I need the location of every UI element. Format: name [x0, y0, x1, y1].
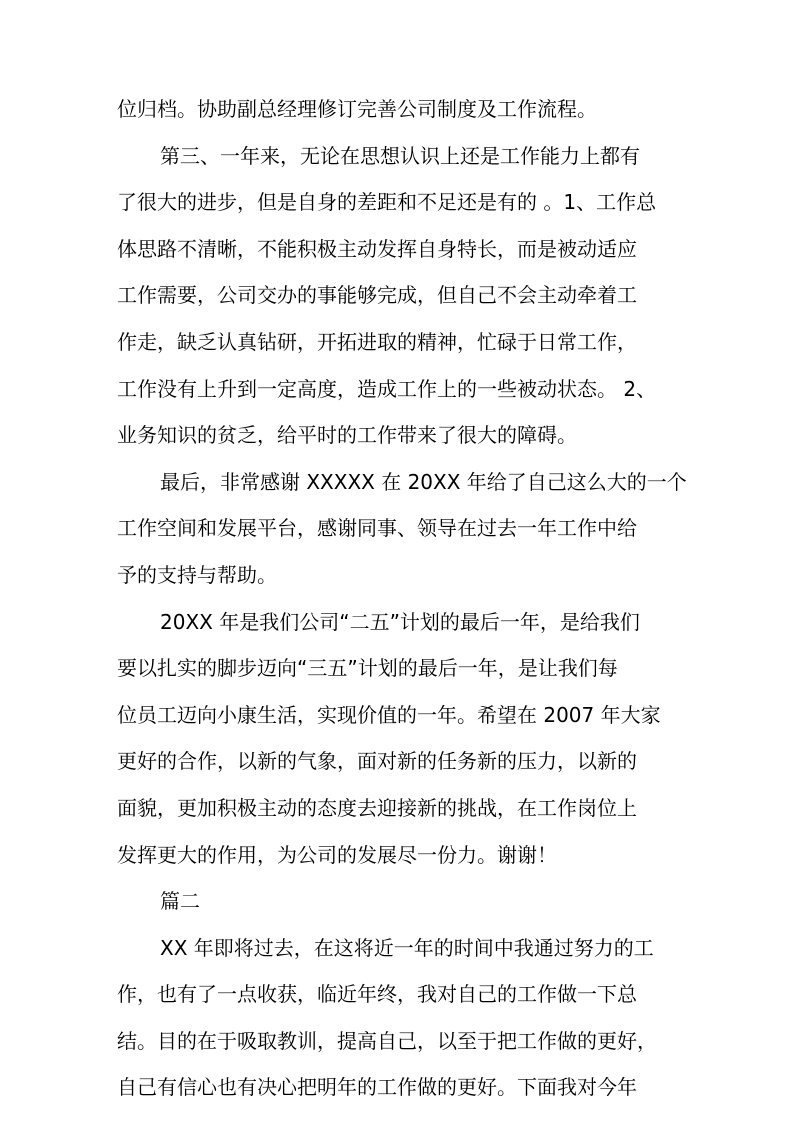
text-line: 工作需要，公司交办的事能够完成，但自己不会主动牵着工 — [117, 283, 637, 308]
text-line: 了很大的进步，但是自身的差距和不足还是有的 。1、工作总 — [117, 190, 657, 215]
text-line: 第三、一年来，无论在思想认识上还是工作能力上都有 — [160, 143, 640, 168]
text-line: 最后，非常感谢 XXXXX 在 20XX 年给了自己这么大的一个 — [160, 469, 687, 494]
text-line: 更好的合作，以新的气象，面对新的任务新的压力，以新的 — [117, 749, 637, 774]
body-text — [117, 86, 687, 1111]
text-line: 要以扎实的脚步迈向“三五”计划的最后一年，是让我们每 — [117, 656, 618, 681]
text-line: 作走，缺乏认真钻研，开拓进取的精神，忙碌于日常工作， — [117, 329, 637, 354]
text-line: 作，也有了一点收获，临近年终，我对自己的工作做一下总 — [117, 982, 637, 1007]
text-line: 位归档。协助副总经理修订完善公司制度及工作流程。 — [117, 97, 597, 121]
text-line: 体思路不清晰，不能积极主动发挥自身特长，而是被动适应 — [117, 236, 637, 261]
text-line: 20XX 年是我们公司“二五”计划的最后一年，是给我们 — [160, 609, 640, 634]
text-line: XX 年即将过去，在这将近一年的时间中我通过努力的工 — [160, 935, 654, 960]
text-line: 位员工迈向小康生活，实现价值的一年。希望在 2007 年大家 — [117, 702, 661, 727]
text-line: 自己有信心也有决心把明年的工作做的更好。下面我对今年 — [117, 1075, 637, 1100]
text-line: 业务知识的贫乏，给平时的工作带来了很大的障碍。 — [117, 423, 577, 448]
text-line: 面貌，更加积极主动的态度去迎接新的挑战，在工作岗位上 — [117, 795, 637, 820]
text-line: 发挥更大的作用，为公司的发展尽一份力。谢谢！ — [117, 842, 557, 867]
text-line: 予的支持与帮助。 — [117, 562, 277, 587]
section-heading: 篇二 — [160, 889, 200, 914]
text-line: 结。目的在于吸取教训，提高自己，以至于把工作做的更好， — [117, 1028, 657, 1053]
text-line: 工作没有上升到一定高度，造成工作上的一些被动状态。 2、 — [117, 376, 657, 401]
text-line: 工作空间和发展平台，感谢同事、领导在过去一年工作中给 — [117, 516, 637, 541]
